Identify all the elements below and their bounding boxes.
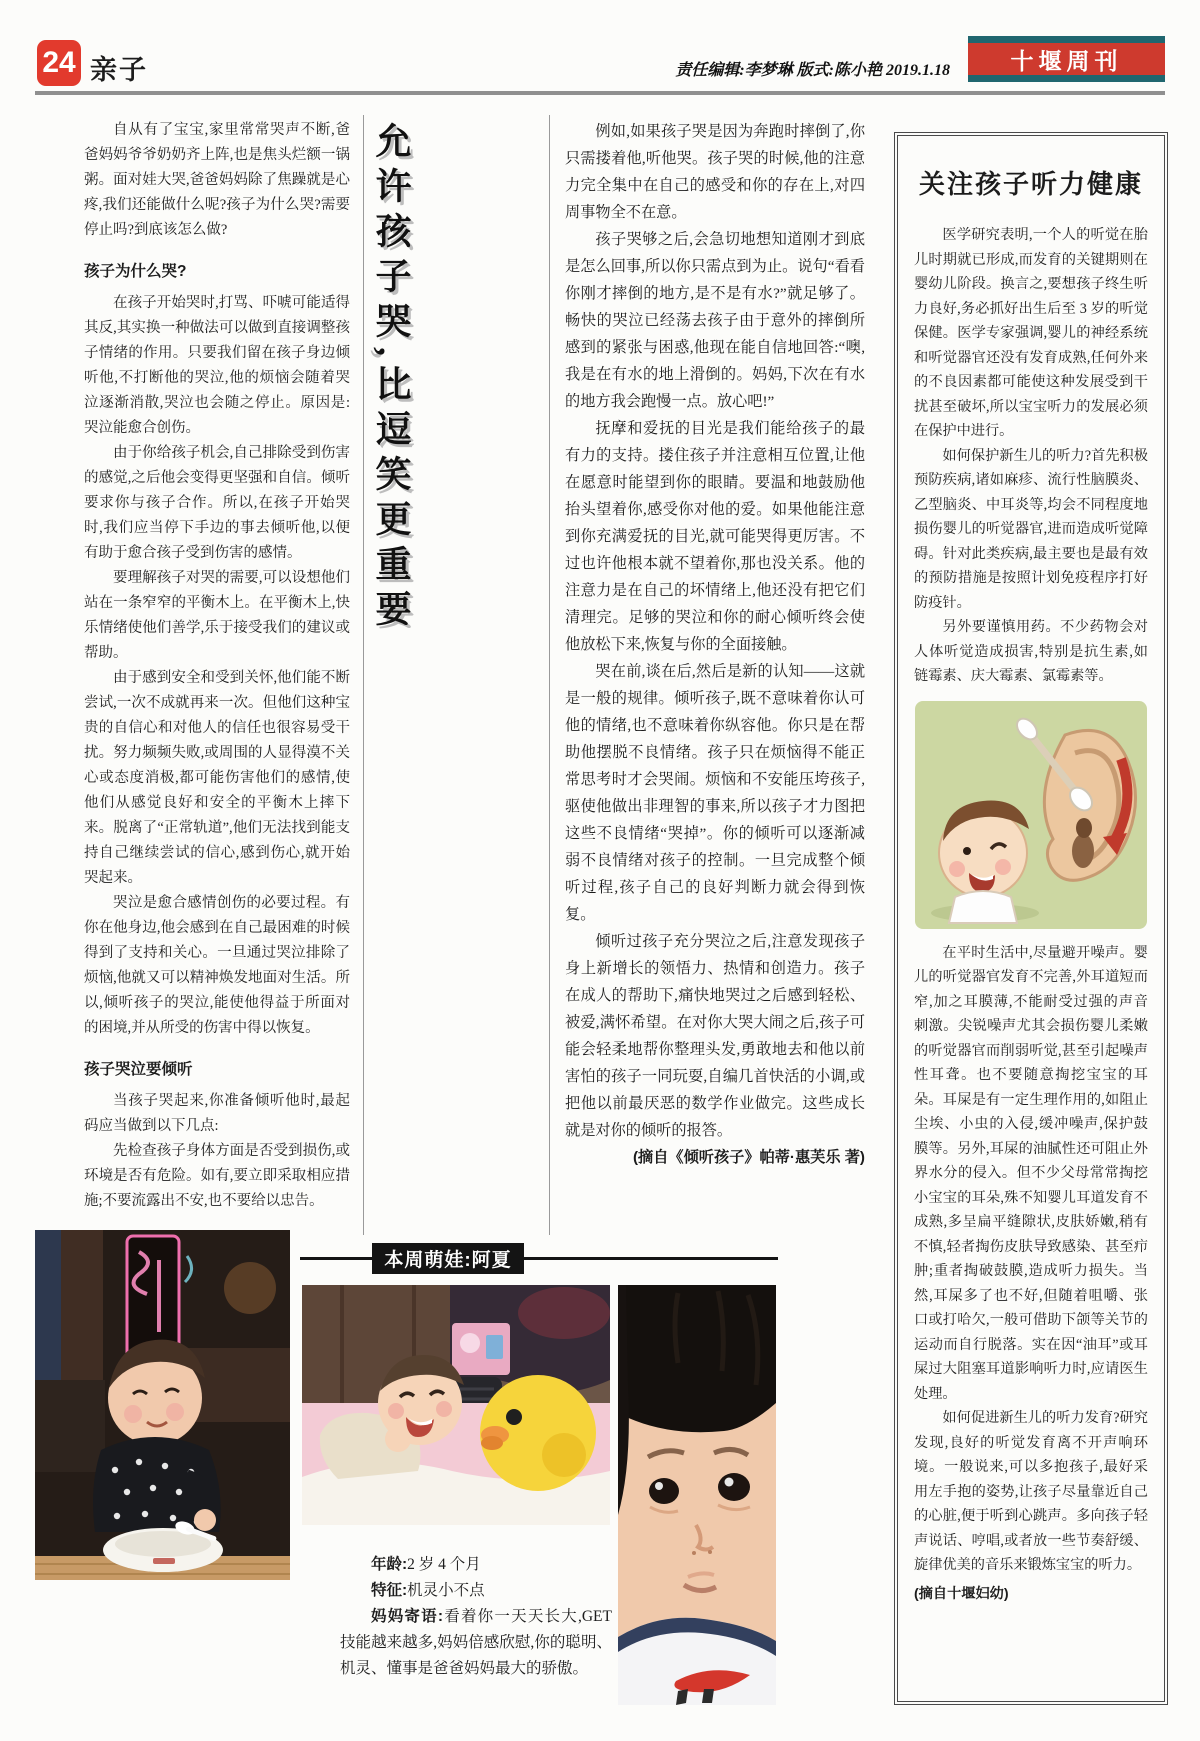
masthead-title: 十堰周刊	[968, 43, 1165, 75]
paragraph: 在平时生活中,尽量避开噪声。婴儿的听觉器官发育不完善,外耳道短而窄,加之耳膜薄,不能耐受过强的声音刺激。尖锐噪声尤其会损伤婴儿柔嫩的听觉器官而削弱听觉,甚至引起噪声性耳聋。也不要随意掏挖宝宝的耳朵。耳屎是有一定生理作用的,如阻止尘埃、小虫的入侵,缓冲噪声,保护鼓膜等。另外,耳屎的油腻性还可阻止外界水分的侵入。但不少父母常常掏挖小宝宝的耳朵,殊不知婴儿耳道发育不成熟,多呈扁平缝隙状,皮肤娇嫩,稍有不慎,轻者掏伤皮肤导致感染、甚至疖肿;重者掏破鼓膜,造成听力损失。当然,耳屎多了也不好,但随着咀嚼、张口或打哈欠,一般可借助下颌等关节的运动而自行脱落。实在因“油耳”或耳屎过大阻塞耳道影响听力时,应请医生处理。	[914, 944, 1148, 1402]
baby-age-value: 2 岁 4 个月	[407, 1556, 481, 1573]
subheading-listen-when-crying: 孩子哭泣要倾听	[84, 1061, 193, 1078]
header-divider	[35, 91, 1165, 95]
baby-trait-value: 机灵小不点	[407, 1582, 485, 1599]
ear-cleaning-cartoon-illustration	[915, 701, 1147, 929]
article-column-1	[84, 118, 350, 1214]
baby-trait-label: 特征:	[371, 1582, 408, 1599]
cute-baby-banner: 本周萌娃:阿夏	[372, 1243, 524, 1274]
subheading-why-children-cry: 孩子为什么哭?	[84, 263, 187, 280]
paragraph: 由于感到安全和受到关怀,他们能不断尝试,一次不成就再来一次。但他们这种宝贵的自信心和对他人的信任也很容易受干扰。努力频频失败,或周围的人显得漠不关心或态度消极,都可能伤害他们的感情,使他们从感觉良好和安全的平衡木上摔下来。脱离了“正常轨道”,他们无法找到能支持自己继续尝试的信心,感到伤心,就开始哭起来。	[84, 670, 350, 886]
paragraph: 当孩子哭起来,你准备倾听他时,最起码应当做到以下几点:	[84, 1093, 350, 1134]
column-divider	[549, 115, 550, 1235]
paragraph: 如何保护新生儿的听力?首先积极预防疾病,诸如麻疹、流行性脑膜炎、乙型脑炎、中耳炎等,均会不同程度地损伤婴儿的听觉器官,进而造成听觉障碍。针对此类疾病,最主要也是最有效的预防措施是按照计划免疫程序打好防疫针。	[914, 447, 1148, 611]
sidebar-attribution: (摘自十堰妇幼)	[914, 1585, 1009, 1602]
sidebar-title: 关注孩子听力健康	[918, 170, 1143, 199]
cute-baby-info	[340, 1552, 612, 1682]
article-attribution: (摘自《倾听孩子》帕蒂·惠芙乐 著)	[632, 1149, 865, 1166]
sidebar-hearing-health-box	[897, 135, 1165, 1702]
editor-line: 责任编辑:李梦琳 版式:陈小艳 2019.1.18	[675, 62, 950, 79]
paragraph: 例如,如果孩子哭是因为奔跑时摔倒了,你只需搂着他,听他哭。孩子哭的时候,他的注意力完全集中在自己的感受和你的存在上,对四周事物全不在意。	[565, 123, 865, 221]
paragraph: 哭泣是愈合感情创伤的必要过程。有你在他身边,他会感到在自己最困难的时候得到了支持和关心。一旦通过哭泣排除了烦恼,他就又可以精神焕发地面对生活。所以,倾听孩子的哭泣,能使他得益于所面对的困境,并从所受的伤害中得以恢复。	[84, 895, 350, 1036]
baby-trait-row	[340, 1578, 612, 1604]
paragraph: 如何促进新生儿的听力发育?研究发现,良好的听觉发育离不开声响环境。一般说来,可以多抱孩子,最好采用左手抱的姿势,让孩子尽量靠近自己的心脏,便于听到心跳声。多向孩子轻声说话、哼唱,或者放一些节奏舒缓、旋律优美的音乐来锻炼宝宝的听力。	[914, 1410, 1148, 1573]
baby-note-row	[340, 1604, 612, 1682]
paragraph: 抚摩和爱抚的目光是我们能给孩子的最有力的支持。搂住孩子并注意相互位置,让他在愿意时能望到你的眼睛。要温和地鼓励他抬头望着你,感受你对他的爱。如果他能注意到你充满爱抚的目光,就可能哭得更厉害。不过也许他根本就不望着你,那也没关系。他的注意力是在自己的坏情绪上,他还没有把它们清理完。足够的哭泣和你的耐心倾听终会使他放松下来,恢复与你的全面接触。	[565, 420, 865, 653]
paragraph: 另外要谨慎用药。不少药物会对人体听觉造成损害,特别是抗生素,如链霉素、庆大霉素、氯霉素等。	[914, 619, 1148, 684]
article-column-2	[565, 118, 865, 1171]
section-title: 亲子	[90, 55, 148, 85]
column-divider	[363, 115, 364, 1235]
page-number-badge: 24	[37, 40, 81, 86]
paragraph: 由于你给孩子机会,自己排除受到伤害的感觉,之后他会变得更坚强和自信。倾听要求你与孩子合作。所以,在孩子开始哭时,我们应当停下手边的事去倾听他,以便有助于愈合孩子受到伤害的感情。	[84, 445, 350, 561]
baby-note-value: 看着你一天天长大,GET 技能越来越多,妈妈倍感欣慰,你的聪明、机灵、懂事是爸爸妈妈最大的骄傲。	[340, 1608, 612, 1677]
paragraph: 孩子哭够之后,会急切地想知道刚才到底是怎么回事,所以你只需点到为止。说句“看看你刚才摔倒的地方,是不是有水?”就足够了。畅快的哭泣已经荡去孩子由于意外的摔倒所感到的紧张与困惑,他现在能自信地回答:“噢,我是在有水的地上滑倒的。妈妈,下次在有水的地方我会跑慢一点。放心吧!”	[565, 231, 865, 410]
cute-baby-photo-restaurant	[35, 1230, 290, 1580]
baby-age-label: 年龄:	[371, 1556, 408, 1573]
baby-age-row	[340, 1552, 612, 1578]
paragraph: 倾听过孩子充分哭泣之后,注意发现孩子身上新增长的领悟力、热情和创造力。孩子在成人的帮助下,痛快地哭过之后感到轻松、被爱,满怀希望。在对你大哭大闹之后,孩子可能会轻柔地帮你整理头发,勇敢地去和他以前害怕的孩子一同玩耍,自编几首快活的小调,或把他以前最厌恶的数学作业做完。这些成长就是对你的倾听的报答。	[565, 933, 865, 1139]
paragraph: 先检查孩子身体方面是否受到损伤,或环境是否有危险。如有,要立即采取相应措施;不要流露出不安,也不要给以忠告。	[84, 1143, 350, 1209]
paragraph: 在孩子开始哭时,打骂、吓唬可能适得其反,其实换一种做法可以做到直接调整孩子情绪的作用。只要我们留在孩子身边倾听他,不打断他的哭泣,他的烦恼会随着哭泣逐渐消散,哭泣也会随之停止。原因是:哭泣能愈合创伤。	[84, 295, 350, 436]
paragraph: 医学研究表明,一个人的听觉在胎儿时期就已形成,而发育的关键期则在婴幼儿阶段。换言之,要想孩子终生听力良好,务必抓好出生后至 3 岁的听觉保健。医学专家强调,婴儿的神经系统和听觉器官还没有发育成熟,任何外来的不良因素都可能使这种发展受到干扰甚至破坏,所以宝宝听力的发展必须在保护中进行。	[914, 227, 1148, 439]
article-main-title: 允许孩子哭,比逗笑更重要	[371, 122, 411, 635]
paragraph: 自从有了宝宝,家里常常哭声不断,爸爸妈妈爷爷奶奶齐上阵,也是焦头烂额一锅粥。面对娃大哭,爸爸妈妈除了焦躁就是心疼,我们还能做什么呢?孩子为什么哭?需要停止吗?到底该怎么做?	[84, 122, 350, 238]
baby-note-label: 妈妈寄语:	[371, 1608, 444, 1625]
paragraph: 哭在前,谈在后,然后是新的认知——这就是一般的规律。倾听孩子,既不意味着你认可他的情绪,也不意味着你纵容他。你只是在帮助他摆脱不良情绪。孩子只在烦恼得不能正常思考时才会哭闹。烦恼和不安能压垮孩子,驱使他做出非理智的事来,所以孩子才力图把这些不良情绪“哭掉”。你的倾听可以逐渐减弱不良情绪对孩子的控制。一旦完成整个倾听过程,孩子自己的良好判断力就会得到恢复。	[565, 663, 865, 923]
paragraph: 要理解孩子对哭的需要,可以设想他们站在一条窄窄的平衡木上。在平衡木上,快乐情绪使他们善学,乐于接受我们的建议或帮助。	[84, 570, 350, 661]
cute-baby-photo-duck	[302, 1285, 610, 1525]
masthead-logo	[968, 36, 1165, 82]
masthead-bottom-bar	[968, 75, 1165, 82]
cute-baby-photo-closeup	[618, 1285, 776, 1705]
